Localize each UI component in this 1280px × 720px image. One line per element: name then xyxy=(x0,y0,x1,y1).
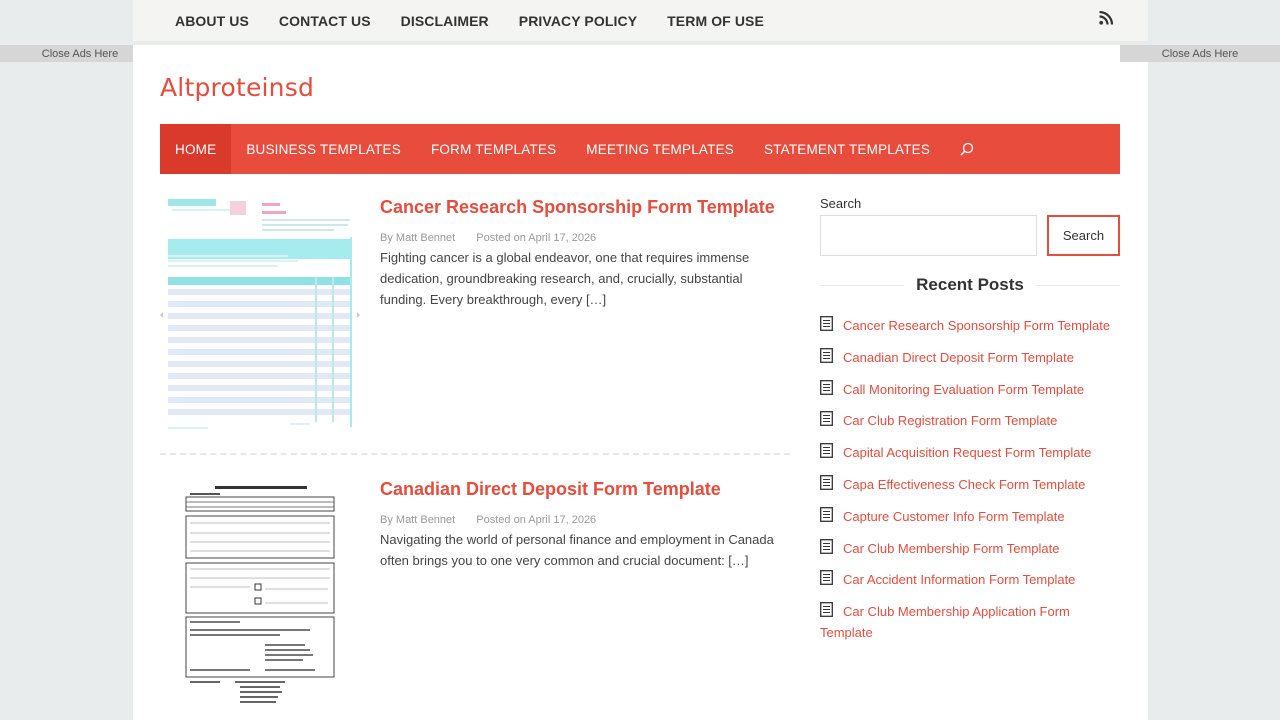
recent-post-link[interactable]: Cancer Research Sponsorship Form Template xyxy=(843,318,1111,333)
top-bar xyxy=(133,0,1148,41)
top-nav-contact-us[interactable]: CONTACT US xyxy=(278,12,371,29)
top-nav xyxy=(175,13,794,29)
recent-post-link[interactable]: Car Accident Information Form Template xyxy=(843,572,1076,588)
document-icon xyxy=(820,475,833,490)
document-icon xyxy=(820,411,833,426)
recent-post-link[interactable]: Capital Acquisition Request Form Template xyxy=(843,445,1092,461)
post-excerpt: Navigating the world of personal finance and employment in Canada often brings you to one very common and crucial document: […] xyxy=(380,532,774,568)
list-item xyxy=(820,410,1120,431)
list-item xyxy=(820,379,1120,400)
post-thumbnail[interactable] xyxy=(160,479,360,719)
post-meta xyxy=(380,232,596,244)
recent-post-link[interactable]: Call Monitoring Evaluation Form Template xyxy=(843,381,1085,397)
heading-line-left xyxy=(820,285,904,286)
post-date-label: Posted on xyxy=(476,514,526,526)
nav-form-templates[interactable]: FORM TEMPLATES xyxy=(430,141,557,157)
list-item xyxy=(820,442,1120,463)
list-item xyxy=(820,538,1120,559)
site-title[interactable]: Altproteinsd xyxy=(160,73,315,102)
recent-post-link[interactable]: Car Club Registration Form Template xyxy=(843,413,1058,429)
rss-icon[interactable] xyxy=(1099,11,1113,25)
top-nav-privacy-policy[interactable]: PRIVACY POLICY xyxy=(518,12,638,29)
recent-post-link[interactable]: Capa Effectiveness Check Form Template xyxy=(843,476,1086,492)
document-icon xyxy=(820,443,833,458)
post-excerpt: Fighting cancer is a global endeavor, one that requires immense dedication, groundbreaking research, and, crucially, substantial funding. Every breakthrough, every […] xyxy=(380,250,750,307)
document-icon xyxy=(820,539,833,554)
recent-posts-heading xyxy=(820,275,1120,295)
post-author-link[interactable]: Matt Bennet xyxy=(395,232,456,244)
post-title[interactable]: Cancer Research Sponsorship Form Template xyxy=(380,197,775,217)
nav-meeting-templates[interactable]: MEETING TEMPLATES xyxy=(586,141,734,157)
post-author-link[interactable]: Matt Bennet xyxy=(395,514,456,526)
nav-statement-templates[interactable]: STATEMENT TEMPLATES xyxy=(763,141,931,157)
main-nav xyxy=(160,124,1120,174)
search-label: Search xyxy=(820,196,862,211)
recent-post-link[interactable]: Car Club Membership Form Template xyxy=(843,540,1060,556)
recent-posts-title: Recent Posts xyxy=(916,275,1024,294)
top-nav-term-of-use[interactable]: TERM OF USE xyxy=(667,12,764,29)
top-nav-about-us[interactable]: ABOUT US xyxy=(175,12,249,29)
post-divider xyxy=(160,453,790,455)
list-item xyxy=(820,315,1120,336)
top-nav-disclaimer[interactable]: DISCLAIMER xyxy=(400,12,489,29)
close-ads-left[interactable]: Close Ads Here xyxy=(0,45,160,62)
post-title[interactable]: Canadian Direct Deposit Form Template xyxy=(380,479,721,499)
document-icon xyxy=(820,348,833,363)
post-meta xyxy=(380,514,596,526)
search-button[interactable]: Search xyxy=(1047,215,1120,256)
heading-line-right xyxy=(1036,285,1120,286)
search-input[interactable] xyxy=(820,215,1037,256)
recent-post-link[interactable]: Capture Customer Info Form Template xyxy=(843,508,1065,524)
close-ads-right[interactable]: Close Ads Here xyxy=(1120,45,1280,62)
document-icon xyxy=(820,316,833,331)
list-item xyxy=(820,601,1120,643)
recent-posts-list xyxy=(820,315,1120,654)
post-by-label: By xyxy=(380,232,393,244)
post-date-link[interactable]: April 17, 2026 xyxy=(528,514,597,526)
recent-post-link[interactable]: Canadian Direct Deposit Form Template xyxy=(843,349,1074,365)
recent-post-link[interactable]: Car Club Membership Application Form Template xyxy=(820,604,1070,641)
page xyxy=(133,45,1148,720)
post-date-label: Posted on xyxy=(476,232,526,244)
list-item xyxy=(820,347,1120,368)
post-date-link[interactable]: April 17, 2026 xyxy=(528,232,597,244)
list-item xyxy=(820,474,1120,495)
document-icon xyxy=(820,380,833,395)
document-icon xyxy=(820,570,833,585)
search-icon[interactable] xyxy=(960,142,974,156)
document-icon xyxy=(820,507,833,522)
post-by-label: By xyxy=(380,514,393,526)
list-item xyxy=(820,506,1120,527)
document-icon xyxy=(820,602,833,617)
nav-business-templates[interactable]: BUSINESS TEMPLATES xyxy=(246,141,401,157)
nav-home[interactable]: HOME xyxy=(160,124,231,174)
list-item xyxy=(820,569,1120,590)
post-thumbnail[interactable] xyxy=(160,197,360,437)
